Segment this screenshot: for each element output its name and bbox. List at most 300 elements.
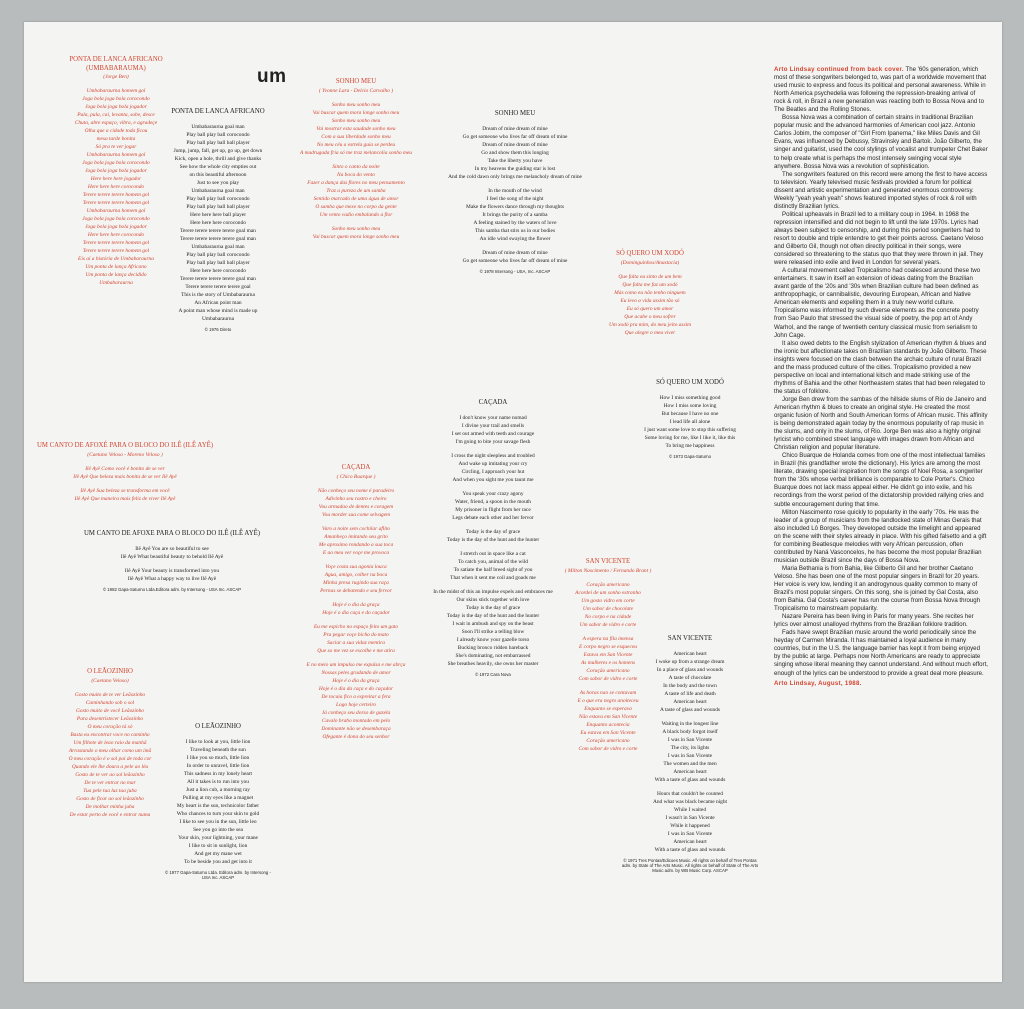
- lyric-line: Ilê Ayê Que maneira mais feliz de viver Ilê Ayê: [74, 495, 176, 502]
- lyric-line: Me aproximo rondando a sua toca: [318, 541, 394, 548]
- lyric-line: Coração americano: [586, 581, 630, 588]
- song-quero-en: [624, 379, 756, 459]
- lyric-line: Kick, open a hole, thrill and give thanks: [174, 155, 262, 162]
- lyric-line: Jump, jump, fall, get up, go up, get down: [173, 147, 263, 154]
- lyric-line: I lead life all alone: [669, 418, 711, 425]
- lyric-line: See you go into the sea: [193, 826, 243, 833]
- lyric-line: Sentido marcado de uma água de amor: [313, 195, 399, 202]
- lyric-line: Um gosto vidro em corte: [581, 597, 635, 604]
- lyric-line: Vou morder sua come selvagem: [321, 511, 391, 518]
- lyric-line: With a taste of glass and wounds: [654, 776, 726, 783]
- lyric-line: Acordei de um sonho estranho: [575, 589, 641, 596]
- song-ile-en: [72, 530, 272, 592]
- lyric-line: Não estava em San Vicente: [578, 713, 638, 720]
- lyric-line: Terere terere terere terere goal: [185, 283, 251, 290]
- copyright-notice: © 1982 Gapa-Saturno Ltda.Editora adm. by Intersong - USA Inc. ASCAP: [102, 586, 242, 592]
- lyric-line: Coração americano: [586, 667, 630, 674]
- lyric-line: Eu levo a vida assim tão só: [620, 297, 680, 304]
- lyric-line: With a taste of glass and wounds: [654, 846, 726, 853]
- lyric-line: Vai buscar quem mora longe sonho meu: [312, 233, 400, 240]
- lyric-line: I was in San Vicente: [667, 830, 713, 837]
- liner-notes-essay: [774, 66, 988, 688]
- lyric-line: She breathes heavily, she owns her master: [447, 660, 539, 667]
- lyric-line: To satiate the half breed sight of you: [453, 566, 533, 573]
- lyric-line: Caminhando sob o sol: [85, 699, 135, 706]
- lyric-line: Terere terere terere homem gol: [82, 248, 150, 255]
- lyric-line: Gosto de ficar ao sol leãozinho: [76, 795, 144, 802]
- song-leaozinho-en: [164, 723, 272, 880]
- lyric-line: American heart: [673, 838, 707, 845]
- lyric-line: Umbabaraurna: [201, 315, 235, 322]
- lyric-line: Ilê Ayê What a happy way to live Ilê Ayê: [127, 575, 217, 582]
- lyric-line: O meu coração é o sol pai de toda cor: [68, 755, 152, 762]
- lyric-line: American heart: [673, 698, 707, 705]
- lyric-line: Your skin, your lightning, your mane: [178, 834, 258, 841]
- lyric-line: Coração americano: [586, 737, 630, 744]
- lyric-line: I wait in ambush and spy on the beast: [452, 620, 534, 627]
- lyric-line: Here here here corocondo: [87, 184, 145, 191]
- song-quero-pt: [584, 250, 716, 337]
- essay-signature: Arto Lindsay, August, 1988.: [774, 679, 862, 687]
- lyric-line: Go get someone who lives far off dream of mine: [462, 133, 568, 140]
- copyright-notice: © 1971 Tres Pontas/Edicoes Music. All rights on behalf of Tres Pontas adm. by State of The Arts Music. All rights on behalf of State of The Arts Music adm. by WB Music Corp. ASCAP: [621, 857, 759, 874]
- essay-text: Milton Nascimento rose quickly to popularity in the early '70s. He was the leader of a group of musicians from the landlocked state of Minas Gerais that also included Lô Borges. They developed outside the limelight and appeared on the scene with their styles already in place. With his gifted falsetto and a gift for combining Beatlesque melodies with very African percussion, often contributed by Naná Vasconcelos, he has become the most popular Brazilian musician outside Brazil since the days of Bossa Nova.: [774, 508, 987, 564]
- lyric-line: It brings the purity of a samba: [482, 211, 548, 218]
- lyric-line: I like to see you in the sun, little leo: [179, 818, 257, 825]
- lyric-line: Play ball play ball corocondo: [186, 195, 250, 202]
- essay-paragraph: [774, 509, 988, 565]
- lyric-line: Estava em San Vicente: [583, 651, 633, 658]
- lyric-line: Na boca do vento: [337, 171, 375, 178]
- lyric-line: Joga bola joga bola corocondo: [82, 160, 150, 167]
- lyric-line: Make the flowers dance through my thoughts: [466, 203, 564, 210]
- lyric-line: Umbabaraurna homem gol: [86, 88, 146, 95]
- essay-paragraph: [774, 452, 988, 508]
- lyric-line: E ao meu ver voçe me provoca: [322, 549, 390, 556]
- lyric-line: Circling, I approach your hut: [461, 468, 525, 475]
- lyric-line: Com sabor de vidro e corte: [578, 745, 638, 752]
- lyric-line: Ilê Ayê Your beauty is transformed into you: [124, 567, 220, 574]
- lyric-line: Our skins stick together with love: [456, 596, 530, 603]
- lyric-line: Waiting in the longest line: [661, 720, 719, 727]
- song-title: O LEÃOZINHO: [195, 723, 241, 730]
- lyric-line: Saciar a sua vidaz mentira: [327, 639, 385, 646]
- lyric-line: Adivinho seu rastro e cheiro: [325, 495, 387, 502]
- lyric-line: This sadness in my lonely heart: [183, 770, 253, 777]
- song-title: SAN VICENTE: [585, 558, 631, 565]
- lyric-line: I just want some love to stop this suffering: [644, 426, 736, 433]
- lyric-line: Today is the day of the hunt and the hunter: [446, 612, 540, 619]
- lyric-line: Just to see you play: [196, 179, 240, 186]
- lyric-line: Que so me vez se escolhe e me atira: [317, 647, 395, 654]
- lyric-line: You speak your crazy agony: [462, 490, 524, 497]
- lyric-line: Vai buscar quem mora longe sonho meu: [312, 109, 400, 116]
- lyric-line: Ilê Ayê What beautiful beauty to behold Ilê Ayê: [120, 553, 224, 560]
- lyric-line: And when you sight me you taunt me: [452, 476, 534, 483]
- lyric-line: Who chances to turn your skin to gold: [176, 810, 260, 817]
- essay-text: Fads have swept Brazilian music around the world periodically since the heyday of Carmen Miranda. It has maintained a loyal audience in many countries, but in the U.S. the language barrier has kept it from being enjoyed by the public at large. Perhaps now North Americans are ready to appreciate singing whose literal meaning they cannot understand. And without much effort, enough of the lyrics can be understood to provide a great deal more pleasure.: [774, 629, 988, 677]
- lyric-line: Dominante não se desembaraça: [321, 725, 391, 732]
- lyric-line: A taste of glass and wounds: [659, 706, 721, 713]
- lyric-line: I feel the song of the night: [486, 195, 544, 202]
- lyric-line: Vai mostrar esta saudade sonho meu: [316, 125, 396, 132]
- lyric-line: Joga bola joga bola jogador: [85, 104, 147, 111]
- lyric-line: Here here here corocondo: [190, 267, 246, 274]
- lyric-line: In a place of glass and wounds: [656, 666, 724, 673]
- lyric-line: Joga bola joga bola corocondo: [82, 216, 150, 223]
- lyric-line: She's dominating, not embarrassed: [455, 652, 531, 659]
- essay-text: It also owed debts to the English stylization of American rhythm & blues and the ironic but affectionate takes on Brazilian standards by João Gilberto. These insights were focused on the clash between the archaic culture of rural Brazil and the mass produced culture of the cities. Tropicalismo provided a new perspective on local and international kitsch and made striking use of the rhythms of Bahia and the other Northeastern states that had been relegated to the status of folklore.: [774, 339, 987, 395]
- essay-paragraph: [774, 114, 988, 170]
- lyric-line: Um sabor de vidro e corte: [579, 621, 637, 628]
- lyric-line: Go and show them this longing: [481, 149, 549, 156]
- lyric-line: Voçe costa sua agonia louca: [325, 563, 387, 570]
- lyric-line: See how the whole city empties out: [179, 163, 257, 170]
- lyric-line: Vou armadao de dentes e coragem: [318, 503, 394, 510]
- song-credit: ( Yvonne Lara - Delcio Carvalho ): [318, 87, 394, 94]
- song-title: PONTA DE LANCA AFRICANO (UMBABARAUMA): [69, 56, 163, 72]
- lyric-line: The city, its lights: [670, 744, 710, 751]
- essay-paragraph: [774, 267, 988, 339]
- lyric-line: Sinto o canto da noite: [332, 163, 380, 170]
- song-title: SONHO MEU: [335, 78, 377, 85]
- lyric-line: I was in San Vicente: [667, 752, 713, 759]
- lyric-line: A madrugada fria só me traz melancolia sonho meu: [300, 149, 412, 156]
- lyric-line: Joga bola joga bola corocondo: [82, 96, 150, 103]
- lyric-line: Umbabaraurna homem gol: [86, 152, 146, 159]
- lyric-line: Ilê Ayê Sua beleza se transforma em você: [80, 487, 170, 494]
- lyric-line: Terere terere terere homem gol: [82, 192, 150, 199]
- essay-text: The songwriters featured on this record were among the first to have access to television. Yearly televised music festivals provided a forum for political dissent and artistic experimentation and generated enormous controversy. Weekly "yeah yeah yeah" shows featured imported styles of rock & roll with distinctly Brazilian lyrics.: [774, 170, 988, 210]
- lyric-sheet: [24, 22, 1002, 982]
- lyric-line: Eu só quero um amor: [626, 305, 674, 312]
- essay-text: Political upheavals in Brazil led to a military coup in 1964. In 1968 the repression intensified and did not begin to lift until the late 1970s. Lyrics had always been subject to censorship, and during this period songwriters had to resort to double and triple entendre to get their points across. Caetano Veloso and Gilberto Gil, though not often directly political in their songs, were considered so threatening to the status quo that they were thrown in jail. They were released into exile and lived in London for several years.: [774, 210, 984, 267]
- lyric-line: Já conheço seu dorso de gazela: [321, 709, 391, 716]
- lyric-line: While I waited: [673, 806, 707, 813]
- lyric-line: A taste of chocolate: [668, 674, 712, 681]
- lyric-line: I wasn't in San Vicente: [665, 814, 715, 821]
- lyric-line: Some loving for me, like I like it, like this: [644, 434, 736, 441]
- song-ile-pt: [34, 442, 216, 503]
- lyric-line: I woke up from a strange dream: [655, 658, 725, 665]
- lyric-line: And get my mane wet: [194, 850, 242, 857]
- lyric-line: No meu céu a estrela guia se perdeu: [316, 141, 396, 148]
- lyric-line: Agua, amigo, colher na boca: [324, 571, 388, 578]
- lyric-line: Traveling beneath the sun: [190, 746, 246, 753]
- lyric-line: And the cold dawn only brings me melancholy dream of mine: [448, 173, 582, 180]
- song-title: UM CANTO DE AFOXE PARA O BLOCO DO ILÊ (ILÊ AYÊ): [83, 530, 261, 537]
- lyric-line: My prisoner in flight from her race: [455, 506, 531, 513]
- song-title: UM CANTO DE AFOXÉ PARA O BLOCO DO ILÊ (ILÊ AYÊ): [36, 442, 214, 449]
- lyric-line: Sonho meu sonho meu: [331, 117, 381, 124]
- lyric-line: As horas nao se contavam: [579, 689, 637, 696]
- song-vicente-en: [620, 635, 760, 874]
- lyric-line: O samba que mexe no corpo da gente: [315, 203, 397, 210]
- lyric-line: mesa tarde bonita: [96, 136, 136, 143]
- lyric-line: Terere terere terere homem gol: [82, 200, 150, 207]
- lyric-line: E no meio um impulso me expulsa e me abrça: [306, 661, 406, 668]
- copyright-notice: © 1977 Gapa-Saturno Ltda. Editora adm. by Intersong - USA Inc. ASCAP: [165, 869, 271, 880]
- lyric-line: Terere terere terere terere goal man: [180, 235, 256, 242]
- lyric-line: I'm going to bite your savage flesh: [455, 438, 531, 445]
- lyric-line: A black body forgot itself: [662, 728, 718, 735]
- lyric-line: That when it sent me coil and goads me: [450, 574, 536, 581]
- lyric-line: Hours that couldn't be counted: [657, 790, 723, 797]
- lyric-line: Pernas se debatendo e seu fervor: [320, 587, 392, 594]
- essay-paragraph: [774, 171, 988, 211]
- lyric-line: In my heavens the guiding star is lost: [474, 165, 556, 172]
- lyric-line: Today is the day of grace: [465, 528, 521, 535]
- essay-paragraph: [774, 66, 988, 114]
- essay-paragraph: [774, 340, 988, 396]
- song-title: CAÇADA: [478, 399, 508, 406]
- lyric-line: De molhar minha juba: [85, 803, 135, 810]
- lyric-line: Take the liberty you have: [487, 157, 543, 164]
- lyric-line: How I miss some loving: [663, 402, 717, 409]
- lyric-line: I stretch out in space like a cat: [460, 550, 526, 557]
- lyric-line: Legs debate each other and her fervor: [452, 514, 534, 521]
- lyric-line: Um sabor de chocolate: [582, 605, 634, 612]
- lyric-line: Umbabaraurna goal man: [191, 187, 245, 194]
- lyric-line: Um ponta de lança Africano: [85, 264, 147, 271]
- lyric-line: Varo a noite sem cochilar aflito: [322, 525, 390, 532]
- lyric-line: Hoje é o dia caça e do caçador: [322, 609, 390, 616]
- lyric-line: De te ver entrar no mar: [84, 779, 136, 786]
- lyric-line: Eu me espicho no espaço feito um gato: [313, 623, 399, 630]
- lyric-line: Logo hoje certeiro: [336, 701, 376, 708]
- lyric-line: To catch you, animal of the wild: [458, 558, 528, 565]
- copyright-notice: © 1978 Intersong - USA, Inc. ASCAP: [479, 268, 551, 274]
- song-title: PONTA DE LANCA AFRICANO: [171, 108, 265, 115]
- essay-text: A cultural movement called Tropicalismo had coalesced around these two entertainers. It saw in itself an extension of ideas dating from the Brazilian avant garde of the '20s and '30s when Brazilian culture had been defined as anthropophagic, or cannibalistic, devouring European, African and Native American elements and expelling them in a truly new world culture. Tropicalismo was informed by such diverse elements as the concrete poetry from Sao Paulo that stressed the visual side of poetry, the pop art of Andy Warhol, and the range of twentieth century classical music from serialism to John Cage.: [774, 267, 981, 339]
- song-credit: (Jorge Ben): [103, 74, 129, 81]
- lyric-line: Quando ele lhe doura a pele ao léu: [71, 763, 149, 770]
- lyric-line: Here here here corocondo: [190, 219, 246, 226]
- song-title: SÓ QUERO UM XODÓ: [656, 379, 724, 386]
- lyric-line: Play ball play ball ball player: [186, 139, 250, 146]
- lyric-line: Não conheço seu nome é paradeiro: [317, 487, 395, 494]
- lyric-line: Play ball play ball ball player: [186, 259, 250, 266]
- song-title: SONHO MEU: [494, 110, 536, 117]
- lyric-line: Play ball play ball ball player: [186, 203, 250, 210]
- lyric-line: My heart is the sun, technicolor father: [176, 802, 260, 809]
- song-title: SAN VICENTE: [667, 635, 713, 642]
- lyric-line: An idle wind swaying the flower: [479, 235, 551, 242]
- lyric-line: Tua pele tua luz tua juba: [83, 787, 137, 794]
- lyric-line: Que acabe o meu sofrer: [624, 313, 676, 320]
- lyric-line: Terere terere terere terere goal man: [180, 227, 256, 234]
- lyric-line: Gosto de te ver ao sol leãozinho: [75, 771, 145, 778]
- lyric-line: Today is the day of the hunt and the hunter: [446, 536, 540, 543]
- lyric-line: Eis aí a história de Umbabaraurna: [78, 256, 154, 263]
- lyric-line: Basta eu encontrar voce no caminho: [70, 731, 150, 738]
- lyric-line: Ilê Ayê Como você é bonito de se ver: [85, 465, 165, 472]
- lyric-line: A feeling stained by the waters of love: [473, 219, 557, 226]
- lyric-line: Bucking bronco ridden bareback: [457, 644, 529, 651]
- lyric-line: Here here here ball player: [190, 211, 246, 218]
- lyric-line: A point man whose mind is made up: [178, 307, 258, 314]
- copyright-notice: © 1972 Cara Nova: [475, 671, 511, 677]
- lyric-line: Dream of mine dream of mine: [482, 141, 548, 148]
- lyric-line: Nossas peles grudando de amor: [321, 669, 391, 676]
- lyric-line: Que falta eu sinto de um bem: [618, 273, 682, 280]
- essay-text: Maria Bethania is from Bahia, like Gilberto Gil and her brother Caetano Veloso. She has been one of the most popular singers in Brazil for 20 years. Her voice is very low, lending it an androgynous quality common to many of Brazil's most popular singers. On this song, she is joined by Gal Costa, also from Bahia. Gal Costa's career has run the course from Bossa Nova through Tropicalismo to mainstream popularity.: [774, 564, 981, 613]
- lyric-line: Um vento vadio embalando a flor: [319, 211, 393, 218]
- lyric-line: How I miss something good: [659, 394, 721, 401]
- lyric-line: Umbabaraurna goal man: [191, 123, 245, 130]
- lyric-line: No corpo e na cidade: [584, 613, 632, 620]
- lyric-line: Here here here jogador: [90, 176, 142, 183]
- lyric-line: A espera na fila imensa: [582, 635, 634, 642]
- lyric-line: As mulheres e os homens: [581, 659, 635, 666]
- lyric-line: Just a lion cub, a morning ray: [186, 786, 250, 793]
- lyric-line: Sonho meu sonho meu: [331, 225, 381, 232]
- lyric-line: Enquanto acontecia: [586, 721, 630, 728]
- lyric-line: I was in San Vicente: [667, 736, 713, 743]
- lyric-line: American heart: [673, 650, 707, 657]
- lyric-line: Olha que a cidade toda ficou: [84, 128, 148, 135]
- lyric-line: A taste of life and death: [664, 690, 716, 697]
- lyric-line: I cross the night sleepless and troubled: [451, 452, 535, 459]
- essay-paragraph: [774, 629, 988, 677]
- lyric-line: In the midst of this an impulse expels and embraces me: [433, 588, 553, 595]
- essay-lead: Arto Lindsay continued from back cover.: [774, 66, 904, 73]
- lyric-line: Que alegre o meu viver: [624, 329, 676, 336]
- lyric-line: Ofegante é dona do seu senhor: [322, 733, 390, 740]
- lyric-line: All it takes is to run into you: [187, 778, 249, 785]
- lyric-line: Terere terere terere terere goal man: [180, 275, 256, 282]
- lyric-line: Chuta, abre espaço, vibra, e agradeçe: [74, 120, 158, 127]
- song-credit: ( Chico Buarque ): [336, 473, 376, 480]
- song-sonho-en: [429, 110, 601, 274]
- lyric-line: Cavalo brabo montado em pelo: [321, 717, 391, 724]
- lyric-line: Um filhote de leao raio da manhã: [73, 739, 147, 746]
- lyric-line: Pula, pula, cai, levanta, sobe, desce: [77, 112, 155, 119]
- lyric-line: I already know your gazelle torso: [456, 636, 530, 643]
- song-credit: (Dominguinhos/Anastacia): [620, 259, 680, 266]
- lyric-line: Que falta me faz um xodó: [622, 281, 678, 288]
- essay-paragraph: [774, 211, 988, 267]
- lyric-line: Ilê Ayê You are so beautiful to see: [135, 545, 209, 552]
- lyric-line: Enquanto se esperava: [584, 705, 632, 712]
- lyric-line: And wake up imitating your cry: [458, 460, 528, 467]
- lyric-line: In order to unravel, little lion: [186, 762, 250, 769]
- lyric-line: Hoje é o dia da caça e do caçador: [318, 685, 394, 692]
- essay-text: Bossa Nova was a combination of certain strains in traditional Brazilian popular music and the advanced harmonies of American cool jazz. Antonio Carlos Jobim, the composer of "Girl From Ipanema," like Miles Davis and Gil Evans, was influenced by Debussy, Stravinsky and Bartok. João Gilberto, the singer and guitarist, used the cool stylings of vocalist and trumpeter Chet Baker to help create what is perhaps the most intensely swinging vocal style anywhere. Bossa Nova was a revolution of sophistication.: [774, 114, 988, 170]
- lyric-line: Umbabaraurna: [99, 280, 133, 287]
- lyric-line: Dream of mine dream of mine: [482, 125, 548, 132]
- lyric-line: Com sabor de vidro e corte: [578, 675, 638, 682]
- song-title: CAÇADA: [341, 464, 371, 471]
- lyric-line: Más como eu não tenho ninguem: [614, 289, 686, 296]
- song-sonho-pt: [286, 78, 426, 241]
- lyric-line: I like you so much, little lion: [186, 754, 250, 761]
- essay-paragraph: [774, 565, 988, 613]
- lyric-line: Um ponta de lança decidido: [85, 272, 147, 279]
- lyric-line: Go get someone who lives far off dream of mine: [462, 257, 568, 264]
- lyric-line: Com a sua liberdade sonho meu: [321, 133, 391, 140]
- lyric-line: on this beautiful afternoon: [189, 171, 247, 178]
- page-label: um: [257, 66, 287, 87]
- lyric-line: Joga bola joga bola jogador: [85, 224, 147, 231]
- lyric-line: O meu coração tá só: [87, 723, 133, 730]
- lyric-line: Water, friend, a spoon in the mouth: [455, 498, 531, 505]
- lyric-line: American heart: [673, 768, 707, 775]
- essay-text: Nazare Pereira has been living in Paris for many years. She recites her lyrics over almost unalloyed rhythms from the Brazilian folklore tradition.: [774, 613, 974, 629]
- lyric-line: Sonho meu sonho meu: [331, 101, 381, 108]
- copyright-notice: © 1976 Direto: [204, 326, 232, 332]
- song-title: O LEÃOZINHO: [87, 668, 133, 675]
- lyric-line: Minha presa rugindo sua raça: [323, 579, 389, 586]
- lyric-line: Hoje é o dia da graça: [332, 601, 380, 608]
- song-cacada-pt: [286, 464, 426, 741]
- lyric-line: While it happened: [670, 822, 710, 829]
- lyric-line: Play ball play ball corocondo: [186, 251, 250, 258]
- lyric-line: Só pra te ver jogar: [95, 144, 137, 151]
- lyric-line: I don't know your name nomad: [459, 414, 527, 421]
- lyric-line: I divine your trail and smells: [461, 422, 525, 429]
- lyric-line: Umbabaraurna goal man: [191, 243, 245, 250]
- essay-paragraph: [774, 396, 988, 452]
- song-credit: (Caetano Veloso - Moreno Veloso ): [87, 451, 163, 458]
- lyric-line: Amanheço imitando seu grito: [324, 533, 388, 540]
- lyric-line: To be beside you and get into it: [184, 858, 252, 865]
- essay-text: Jorge Ben drew from the sambas of the hillside slums of Rio de Janeiro and American rhythm & blues to create an original style. He created the most organic fusion of North and South American forms of African music. This affinity is being demonstrated again today by the enormous popularity of rap music in the slums, and only in the slums, of Rio. Jorge Ben was also a highly original lyricist who combined street language with images drawn from African and Christian religion and popular literature.: [774, 395, 988, 452]
- song-credit: ( Milton Nascimento / Fernando Brant ): [564, 567, 652, 574]
- essay-text: The '60s generation, which most of these songwriters belonged to, was part of a worldwide movement that used music to express and focus its political and personal awareness. While in North America psychedelia was following the repression-breaking arrival of rock & roll, in Brazil a new generation was reacting both to Bossa Nova and to The Beatles and the Rolling Stones.: [774, 66, 987, 114]
- lyric-line: Play ball play ball corocondo: [186, 131, 250, 138]
- lyric-line: Eu estava em San Vicente: [580, 729, 636, 736]
- lyric-line: And what was black became night: [652, 798, 728, 805]
- song-title: SÓ QUERO UM XODÓ: [616, 250, 684, 257]
- lyric-line: Um xodó pra mim, do meu jeito assim: [608, 321, 692, 328]
- lyric-line: E o que era negro anoiteceu: [577, 697, 639, 704]
- lyric-line: In the body and the town: [663, 682, 717, 689]
- lyric-line: Pulling at my eyes like a magnet: [182, 794, 254, 801]
- lyric-line: Hoje é o dia da graça: [332, 677, 380, 684]
- song-ponta-pt: [62, 56, 170, 287]
- lyric-line: Traz a pureza de um samba: [326, 187, 386, 194]
- essay-text: Chico Buarque de Holanda comes from one of the most intellectual families in Brazil (his grandfather wrote the dictionary). His lyrics are among the most literate, drawing special inspiration from the songs of Noel Rosa, a songwriter from the '30s whose verbal brilliance is comparable to Cole Porter's. Chico Buarque does not lack mass appeal either. He didn't go into exile, and his recordings from the worst period of the dictatorship provided rallying cries and subtle encouragement during that time.: [774, 452, 986, 508]
- lyric-line: Fazer a dança das flores no meu pensamento: [307, 179, 405, 186]
- song-credit: (Caetano Veloso): [91, 677, 129, 684]
- lyric-line: I like to look at you, little lion: [185, 738, 251, 745]
- lyric-line: This is the story of Umbabaraurna: [181, 291, 255, 298]
- lyric-line: Soon I'll strike a telling blow: [461, 628, 525, 635]
- lyric-line: In the mouth of the wind: [488, 187, 542, 194]
- lyric-line: An African point man: [194, 299, 242, 306]
- lyric-line: De tocaia fico a espreitar a fera: [321, 693, 391, 700]
- lyric-line: Umbabaraurna homem gol: [86, 208, 146, 215]
- lyric-line: I like to sit in sunlight, lion: [188, 842, 248, 849]
- lyric-line: Pra pegar voçe bicho do mato: [323, 631, 389, 638]
- lyric-line: This samba that stirs us in our bodies: [474, 227, 556, 234]
- lyric-line: Today is the day of grace: [465, 604, 521, 611]
- lyric-line: Gosto muito de te ver Leãozinho: [74, 691, 146, 698]
- lyric-line: Arrastando o meu olhar como um imã: [68, 747, 152, 754]
- lyric-line: But because I have no one: [661, 410, 719, 417]
- song-ponta-en: [164, 108, 272, 332]
- lyric-line: Joga bola joga bola jogador: [85, 168, 147, 175]
- lyric-line: Para desentristecer Leãozinho: [76, 715, 144, 722]
- lyric-line: Dream of mine dream of mine: [482, 249, 548, 256]
- lyric-line: E corpo negro se esqueceu: [579, 643, 637, 650]
- copyright-notice: © 1973 Gapa-Saturno: [668, 453, 712, 459]
- lyric-line: Terere terere terere homem gol: [82, 240, 150, 247]
- lyric-line: Here here here corocondo: [87, 232, 145, 239]
- lyric-line: De estar perto de você e entrar numa: [69, 811, 151, 818]
- lyric-line: Gosto muito de você Leãozinho: [76, 707, 144, 714]
